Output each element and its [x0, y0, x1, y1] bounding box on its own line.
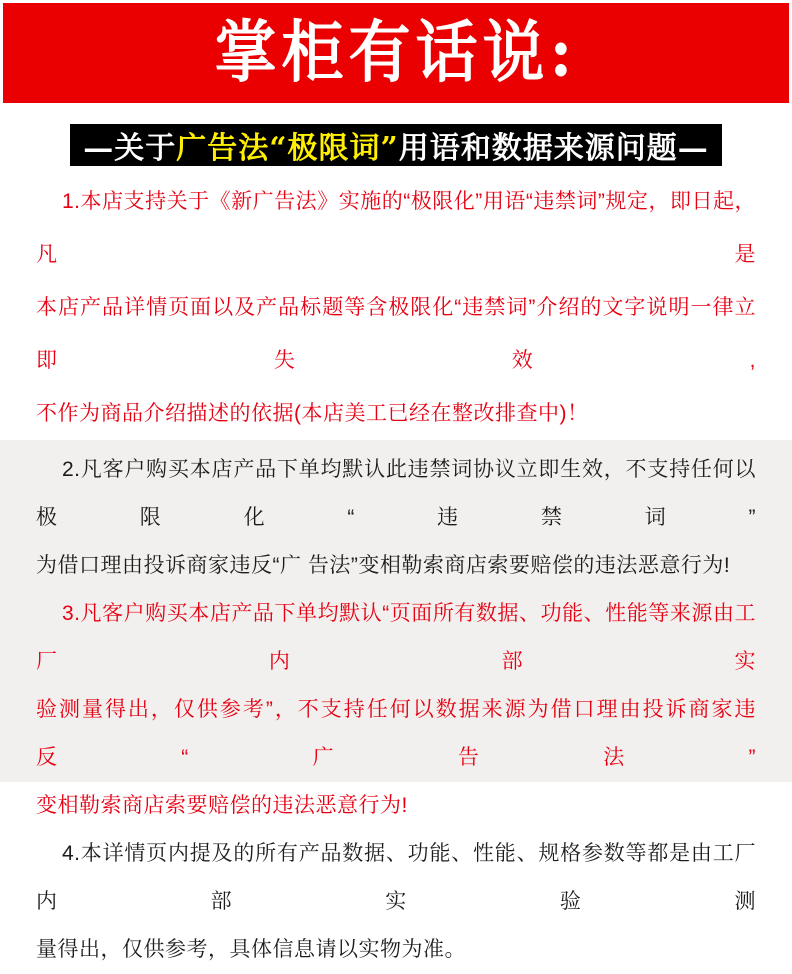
notice-paragraph-4	[36, 830, 756, 974]
notice-line: 4.本详情页内提及的所有产品数据、功能、性能、规格参数等都是由工厂内部实验测	[36, 842, 756, 913]
notice-line: 变相勒索商店索要赔偿的违法恶意行为!	[36, 794, 408, 817]
notice-section-gray	[0, 440, 792, 961]
notice-line: 2.凡客户购买本店产品下单均默认此违禁词协议立即生效，不支持任何以极限化“违禁词”	[36, 458, 756, 529]
notice-paragraph-2	[36, 446, 756, 590]
notice-line: 为借口理由投诉商家违反“广 告法”变相勒索商店索要赔偿的违法恶意行为!	[36, 554, 731, 577]
subtitle-left-text: —关于	[83, 131, 177, 166]
notice-line: 验测量得出，仅供参考”，不支持任何以数据来源为借口理由投诉商家违反“广告法”	[36, 698, 756, 769]
notice-line: 1.本店支持关于《新广告法》实施的“极限化”用语“违禁词”规定，即日起，凡是	[36, 190, 756, 266]
notice-line: 不作为商品介绍描述的依据(本店美工已经在整改排查中)！	[36, 402, 589, 425]
notice-line: 本店产品详情页面以及产品标题等含极限化“违禁词”介绍的文字说明一律立即失效,	[36, 296, 756, 372]
subtitle-banner	[70, 124, 722, 166]
notice-paragraph-3	[36, 590, 756, 830]
page-title: 掌柜有话说:	[214, 13, 578, 92]
notice-line: 3.凡客户购买本店产品下单均默认“页面所有数据、功能、性能等来源由工厂内部实	[36, 602, 756, 673]
notice-paragraph-1	[36, 175, 756, 440]
shopkeeper-banner	[3, 3, 789, 103]
notice-line: 量得出，仅供参考，具体信息请以实物为准。	[36, 938, 466, 961]
subtitle-highlight-text: 广告法“极限词”	[176, 131, 399, 166]
subtitle-right-text: 用语和数据来源问题—	[398, 131, 709, 166]
notice-section-white	[0, 166, 792, 440]
